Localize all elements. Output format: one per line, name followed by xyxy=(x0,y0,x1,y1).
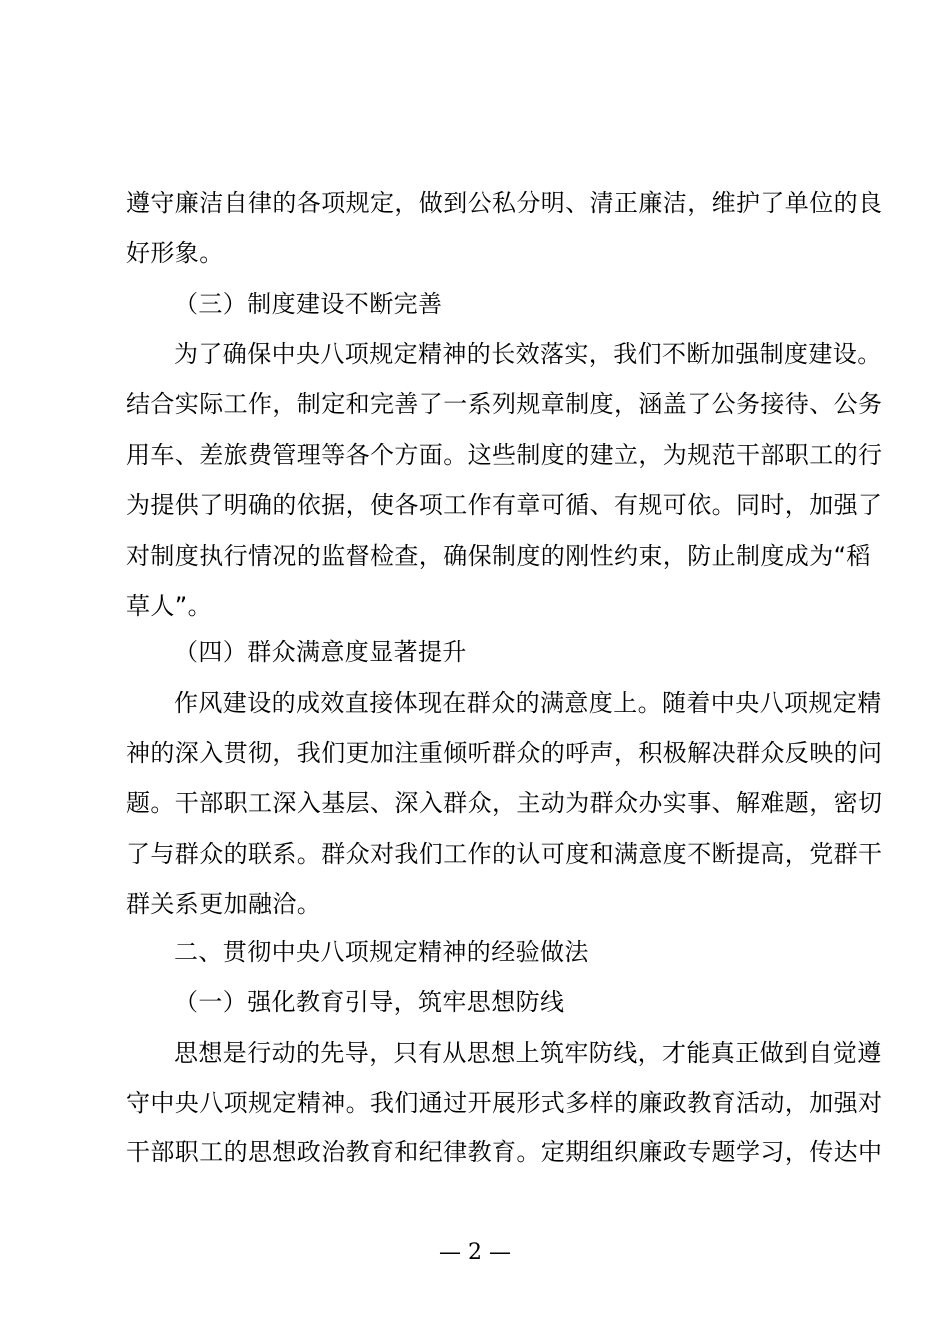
body-text-line: 守中央八项规定精神。我们通过开展形式多样的廉政教育活动，加强对 xyxy=(126,1089,883,1117)
section-heading: （一）强化教育引导，筑牢思想防线 xyxy=(174,988,565,1016)
body-text-line: 干部职工的思想政治教育和纪律教育。定期组织廉政专题学习，传达中 xyxy=(126,1138,883,1166)
body-text-line: 了与群众的联系。群众对我们工作的认可度和满意度不断提高，党群干 xyxy=(126,840,883,868)
body-text-line: 神的深入贯彻，我们更加注重倾听群众的呼声，积极解决群众反映的问 xyxy=(126,739,883,767)
page-number: — 2 — xyxy=(439,1240,511,1265)
section-heading: （三）制度建设不断完善 xyxy=(174,290,443,318)
body-text-line: 草人”。 xyxy=(126,592,213,620)
body-text-line: 题。干部职工深入基层、深入群众，主动为群众办实事、解难题，密切 xyxy=(126,789,883,817)
body-text-line: 好形象。 xyxy=(126,239,224,267)
body-text-line: 作风建设的成效直接体现在群众的满意度上。随着中央八项规定精 xyxy=(174,689,882,717)
body-text-line: 思想是行动的先导，只有从思想上筑牢防线，才能真正做到自觉遵 xyxy=(174,1039,882,1067)
body-text-line: 为提供了明确的依据，使各项工作有章可循、有规可依。同时，加强了 xyxy=(126,491,883,519)
body-text-line: 用车、差旅费管理等各个方面。这些制度的建立，为规范干部职工的行 xyxy=(126,441,883,469)
body-text-line: 结合实际工作，制定和完善了一系列规章制度，涵盖了公务接待、公务 xyxy=(126,390,883,418)
body-text-line: 遵守廉洁自律的各项规定，做到公私分明、清正廉洁，维护了单位的良 xyxy=(126,189,883,217)
section-heading: （四）群众满意度显著提升 xyxy=(174,638,467,666)
chapter-heading: 二、贯彻中央八项规定精神的经验做法 xyxy=(174,938,589,966)
body-text-line: 群关系更加融洽。 xyxy=(126,890,322,918)
body-text-line: 为了确保中央八项规定精神的长效落实，我们不断加强制度建设。 xyxy=(174,340,882,368)
body-text-line: 对制度执行情况的监督检查，确保制度的刚性约束，防止制度成为“稻 xyxy=(126,542,871,570)
